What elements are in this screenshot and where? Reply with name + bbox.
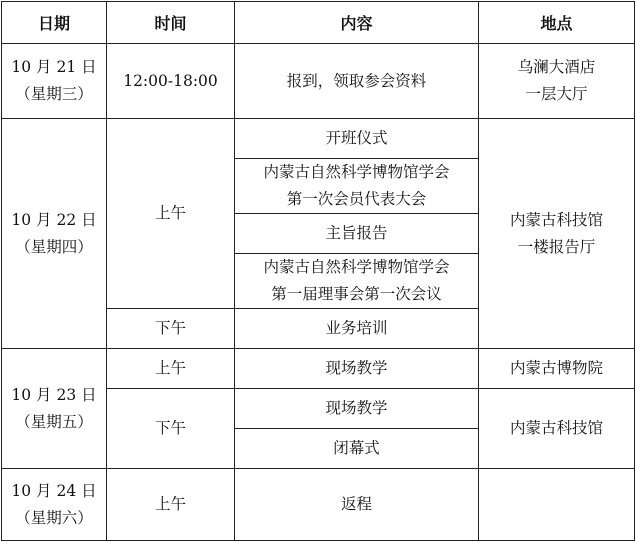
table-row [2, 44, 635, 119]
time-cell: 上午 [107, 119, 235, 309]
table-row [2, 469, 635, 541]
venue-line: 乌澜大酒店 [517, 58, 596, 76]
content-line: 内蒙古自然科学博物馆学会 [263, 258, 450, 276]
time-cell: 上午 [107, 349, 235, 389]
date-text: 10 月 23 日 [11, 385, 97, 404]
venue-cell [479, 119, 635, 349]
content-line: 内蒙古自然科学博物馆学会 [263, 163, 450, 181]
content-cell: 报到，领取参会资料 [235, 44, 479, 119]
venue-cell [479, 44, 635, 119]
venue-cell: 内蒙古科技馆 [479, 389, 635, 469]
content-cell [235, 159, 479, 214]
header-place: 地点 [479, 2, 635, 44]
content-line: 第一次会员代表大会 [286, 190, 427, 208]
content-cell: 开班仪式 [235, 119, 479, 159]
venue-cell [479, 469, 635, 541]
time-cell: 12:00-18:00 [107, 44, 235, 119]
date-cell [2, 44, 107, 119]
date-cell [2, 349, 107, 469]
content-cell [235, 254, 479, 309]
content-cell: 现场教学 [235, 389, 479, 429]
content-cell: 闭幕式 [235, 429, 479, 469]
weekday-text: （星期三） [15, 85, 93, 103]
date-text: 10 月 21 日 [11, 58, 97, 76]
weekday-text: （星期六） [15, 508, 93, 527]
header-content: 内容 [235, 2, 479, 44]
header-row [2, 2, 635, 44]
weekday-text: （星期四） [15, 237, 93, 256]
content-cell: 主旨报告 [235, 214, 479, 254]
content-cell: 现场教学 [235, 349, 479, 389]
venue-line: 一楼报告厅 [517, 237, 596, 256]
content-line: 第一届理事会第一次会议 [271, 285, 442, 303]
table-row [2, 119, 635, 159]
date-cell [2, 119, 107, 349]
venue-line: 内蒙古科技馆 [509, 210, 603, 229]
table-row [2, 349, 635, 389]
venue-cell: 内蒙古博物院 [479, 349, 635, 389]
date-text: 10 月 24 日 [11, 481, 97, 500]
header-date: 日期 [2, 2, 107, 44]
venue-line: 一层大厅 [525, 85, 588, 103]
time-cell: 上午 [107, 469, 235, 541]
date-text: 10 月 22 日 [11, 210, 97, 229]
content-cell: 业务培训 [235, 309, 479, 349]
schedule-table [1, 1, 635, 541]
time-cell: 下午 [107, 389, 235, 469]
header-time: 时间 [107, 2, 235, 44]
weekday-text: （星期五） [15, 412, 93, 431]
content-cell: 返程 [235, 469, 479, 541]
date-cell [2, 469, 107, 541]
time-cell: 下午 [107, 309, 235, 349]
